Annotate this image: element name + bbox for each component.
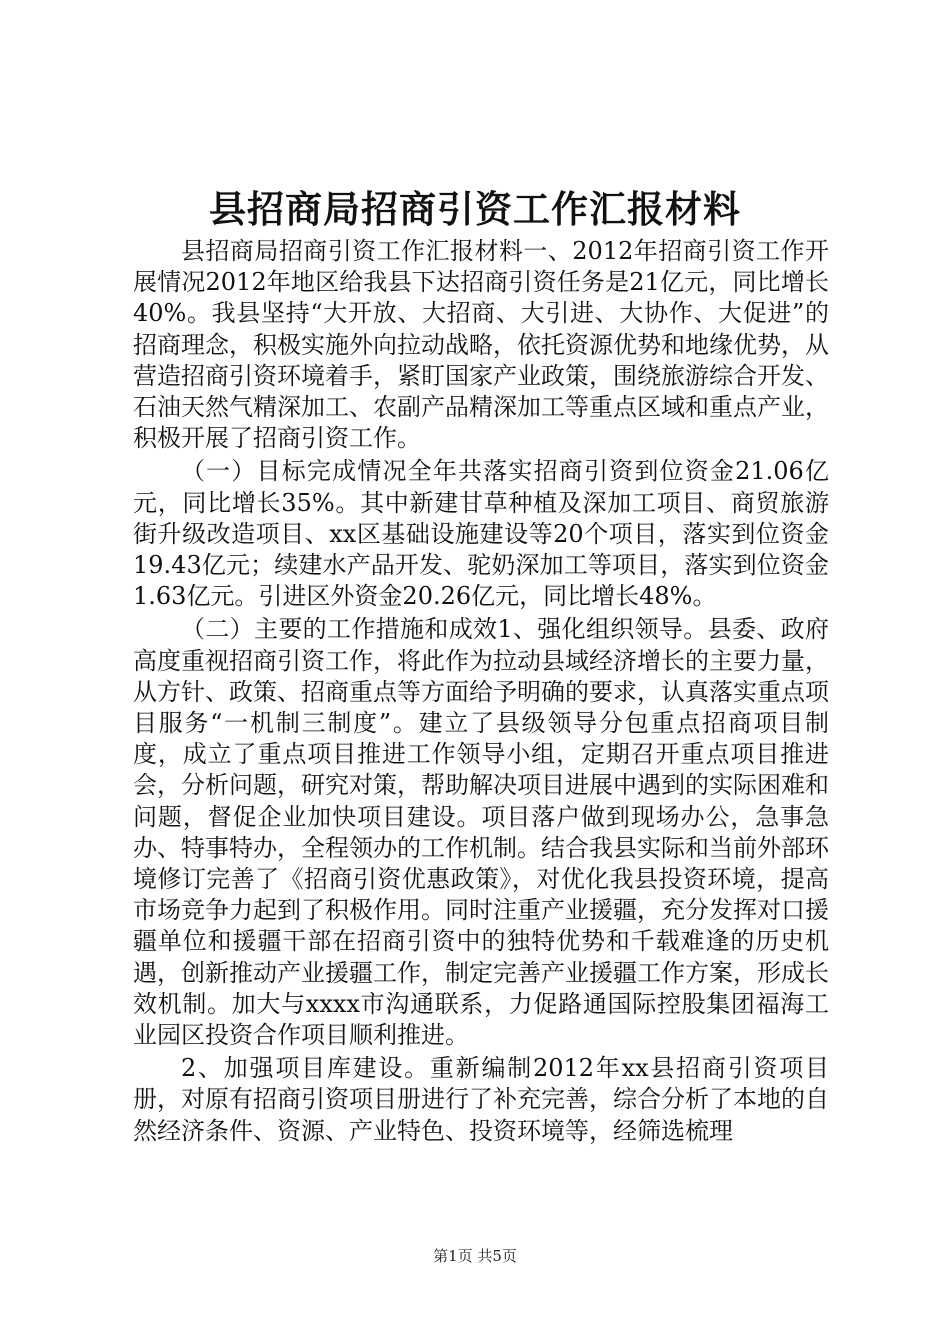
document-body: [133, 236, 829, 1147]
paragraph-measures: （二）主要的工作措施和成效1、强化组织领导。县委、政府高度重视招商引资工作，将此作为拉动县域经济增长的主要力量，从方针、政策、招商重点等方面给予明确的要求，认真落实重点项目服务“一机制三制度”。建立了县级领导分包重点招商项目制度，成立了重点项目推进工作领导小组，定期召开重点项目推进会，分析问题，研究对策，帮助解决项目进展中遇到的实际困难和问题，督促企业加快项目建设。项目落户做到现场办公，急事急办、特事特办，全程领办的工作机制。结合我县实际和当前外部环境修订完善了《招商引资优惠政策》，对优化我县投资环境，提高市场竞争力起到了积极作用。同时注重产业援疆，充分发挥对口援疆单位和援疆干部在招商引资中的独特优势和千载难逢的历史机遇，创新推动产业援疆工作，制定完善产业援疆工作方案，形成长效机制。加大与xxxx市沟通联系，力促路通国际控股集团福海工业园区投资合作项目顺利推进。: [133, 615, 829, 1050]
paragraph-project-library: 2、加强项目库建设。重新编制2012年xx县招商引资项目册，对原有招商引资项目册进行了补充完善，综合分析了本地的自然经济条件、资源、产业特色、投资环境等，经筛选梳理: [133, 1054, 829, 1145]
paragraph-intro: 县招商局招商引资工作汇报材料一、2012年招商引资工作开展情况2012年地区给我县下达招商引资任务是21亿元，同比增长40%。我县坚持“大开放、大招商、大引进、大协作、大促进”的招商理念，积极实施外向拉动战略，依托资源优势和地缘优势，从营造招商引资环境着手，紧盯国家产业政策，围绕旅游综合开发、石油天然气精深加工、农副产品精深加工等重点区域和重点产业，积极开展了招商引资工作。: [133, 237, 829, 453]
paragraph-targets: （一）目标完成情况全年共落实招商引资到位资金21.06亿元，同比增长35%。其中新建甘草种植及深加工项目、商贸旅游街升级改造项目、xx区基础设施建设等20个项目，落实到位资金19.43亿元；续建水产品开发、驼奶深加工等项目，落实到位资金1.63亿元。引进区外资金20.26亿元，同比增长48%。: [133, 457, 829, 611]
page-number-footer: 第1页 共5页: [433, 1247, 517, 1265]
document-title: 县招商局招商引资工作汇报材料: [209, 188, 741, 231]
